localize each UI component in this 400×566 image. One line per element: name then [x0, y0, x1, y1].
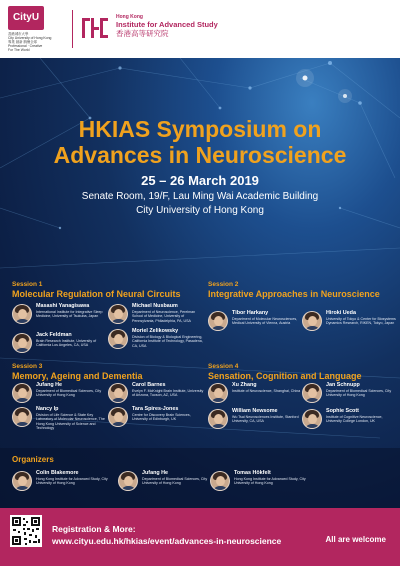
event-title-line1: HKIAS Symposium on [78, 116, 322, 142]
speaker-affiliation: Institute of Cognitive Neuroscience, University College London, UK [326, 415, 383, 424]
speaker-photo [12, 333, 32, 353]
speaker-card [12, 332, 104, 360]
speaker-affiliation: Department of Molecular Neurosciences, Medical University of Vienna, Austria [232, 317, 298, 326]
cityu-line: Professional · Creative [8, 44, 43, 48]
session-3-header [12, 363, 202, 382]
speaker-photo [108, 407, 128, 427]
speaker-affiliation: Institute of Neuroscience, Shanghai, China [232, 389, 301, 393]
speaker-affiliation: Division of Biology & Biological Engineering, California Institute of Technology, Pasadena, CA, USA [132, 335, 203, 348]
speaker-card [12, 406, 104, 434]
organizer-photo [12, 471, 32, 491]
session-title: Molecular Regulation of Neural Circuits [12, 289, 181, 299]
speaker-name: Jack Feldman [36, 332, 72, 338]
speaker-card [108, 328, 203, 356]
speaker-name: Nancy Ip [36, 406, 59, 412]
organizer-card [12, 470, 108, 498]
speaker-card [12, 303, 104, 331]
cityu-badge: CityU [8, 6, 44, 30]
speaker-photo [108, 383, 128, 403]
speaker-affiliation: Department of Biomedical Sciences, City University of Hong Kong [326, 389, 392, 398]
all-welcome-text: All are welcome [325, 535, 386, 544]
speaker-name: Masashi Yanagisawa [36, 303, 90, 309]
event-title-line2: Advances in Neuroscience [53, 142, 347, 168]
cityu-line: 香港城市大學 [8, 32, 29, 36]
speaker-photo [108, 329, 128, 349]
organizer-affiliation: Department of Biomedical Sciences, City University of Hong Kong [142, 477, 208, 486]
hkias-text [116, 14, 256, 38]
organizer-name: Tomas Hökfelt [234, 470, 271, 476]
session-1-header [12, 281, 202, 300]
speaker-name: Carol Barnes [132, 382, 166, 388]
speaker-photo [302, 383, 322, 403]
cityu-line: City University of Hong Kong [8, 36, 52, 40]
session-number: Session 2 [208, 281, 239, 288]
speaker-name: Moriel Zelikowsky [132, 328, 179, 334]
session-title: Sensation, Cognition and Language [208, 371, 362, 381]
footer [0, 508, 400, 566]
speaker-affiliation: International Institute for Integrative Sleep Medicine, University of Tsukuba, Japan [36, 310, 103, 319]
hkias-line2: Institute for Advanced Study [116, 20, 218, 29]
organizer-photo [210, 471, 230, 491]
speaker-affiliation: Wu Tsai Neurosciences Institute, Stanford University, CA, USA [232, 415, 299, 424]
speaker-name: Hiroki Ueda [326, 310, 356, 316]
speaker-photo [12, 407, 32, 427]
session-title: Memory, Ageing and Dementia [12, 371, 143, 381]
organizer-photo [118, 471, 138, 491]
speaker-name: Jufang He [36, 382, 63, 388]
speaker-card [302, 408, 394, 436]
session-title: Integrative Approaches in Neuroscience [208, 289, 380, 299]
hkias-line1: Hong Kong [116, 14, 143, 20]
speaker-card [208, 382, 300, 410]
registration-label: Registration & More: [52, 524, 136, 534]
session-number: Session 3 [12, 363, 43, 370]
event-title [10, 116, 390, 168]
registration-link[interactable]: www.cityu.edu.hk/hkias/event/advances-in-neuroscience [52, 536, 282, 546]
event-venue-line1: Senate Room, 19/F, Lau Ming Wai Academic Building [81, 191, 319, 202]
organizer-affiliation: Hong Kong Institute for Advanced Study, City University of Hong Kong [234, 477, 306, 486]
organizers-heading: Organizers [12, 455, 54, 464]
session-4-header [208, 363, 398, 382]
qr-code-icon[interactable] [10, 515, 42, 547]
speaker-name: Tibor Harkany [232, 310, 269, 316]
session-number: Session 1 [12, 281, 43, 288]
speaker-card [208, 310, 300, 338]
hkias-line3: 香港高等研究院 [116, 29, 169, 38]
speaker-photo [302, 311, 322, 331]
speaker-card [108, 406, 200, 434]
speaker-photo [208, 409, 228, 429]
speaker-name: Michael Nusbaum [132, 303, 178, 309]
header-divider [72, 10, 73, 48]
hkias-logo [82, 10, 242, 48]
speaker-affiliation: Department of Biomedical Sciences, City University of Hong Kong [36, 389, 102, 398]
organizer-name: Colin Blakemore [36, 470, 79, 476]
speaker-photo [12, 304, 32, 324]
speaker-photo [208, 383, 228, 403]
speaker-photo [302, 409, 322, 429]
speaker-affiliation: Centre for Discovery Brain Sciences, University of Edinburgh, UK [132, 413, 191, 422]
session-number: Session 4 [208, 363, 239, 370]
speaker-name: Tara Spires-Jones [132, 406, 179, 412]
header [0, 0, 400, 58]
speaker-name: Xu Zhang [232, 382, 257, 388]
speaker-affiliation: Evelyn F. McKnight Brain Institute, University of Arizona, Tucson, AZ, USA [132, 389, 204, 398]
speaker-photo [108, 304, 128, 324]
speaker-card [108, 303, 200, 331]
organizer-affiliation: Hong Kong Institute for Advanced Study, City University of Hong Kong [36, 477, 108, 486]
poster-panel [0, 58, 400, 508]
organizer-card [118, 470, 210, 498]
speaker-card [302, 310, 394, 338]
speaker-affiliation: Brain Research Institute, University of California Los Angeles, CA, USA [36, 339, 97, 348]
cityu-line: 專業 創新 胸懷全球 [8, 40, 38, 44]
speaker-name: Jan Schnupp [326, 382, 360, 388]
event-venue-line2: City University of Hong Kong [136, 205, 264, 216]
session-2-header [208, 281, 398, 300]
speaker-photo [12, 383, 32, 403]
organizer-card [210, 470, 306, 498]
cityu-line: For The World [8, 48, 30, 52]
event-dates: 25 – 26 March 2019 [141, 173, 259, 188]
organizer-name: Jufang He [142, 470, 169, 476]
speaker-name: William Newsome [232, 408, 278, 414]
speaker-name: Sophie Scott [326, 408, 359, 414]
speaker-card [208, 408, 300, 436]
speaker-affiliation: Division of Life Science & State Key Laboratory of Molecular Neuroscience, The Hong Kong University of Science and Technology [36, 413, 105, 431]
cityu-logo [8, 6, 66, 52]
hkias-mark-icon [82, 16, 108, 42]
speaker-affiliation: University of Tokyo & Center for Biosystems Dynamics Research, RIKEN, Tokyo, Japan [326, 317, 396, 326]
cityu-logo-text [8, 32, 68, 52]
speaker-affiliation: Department of Neuroscience, Perelman School of Medicine, University of Pennsylvania, Philadelphia, PA, USA [132, 310, 196, 323]
speaker-photo [208, 311, 228, 331]
speaker-card [302, 382, 394, 410]
